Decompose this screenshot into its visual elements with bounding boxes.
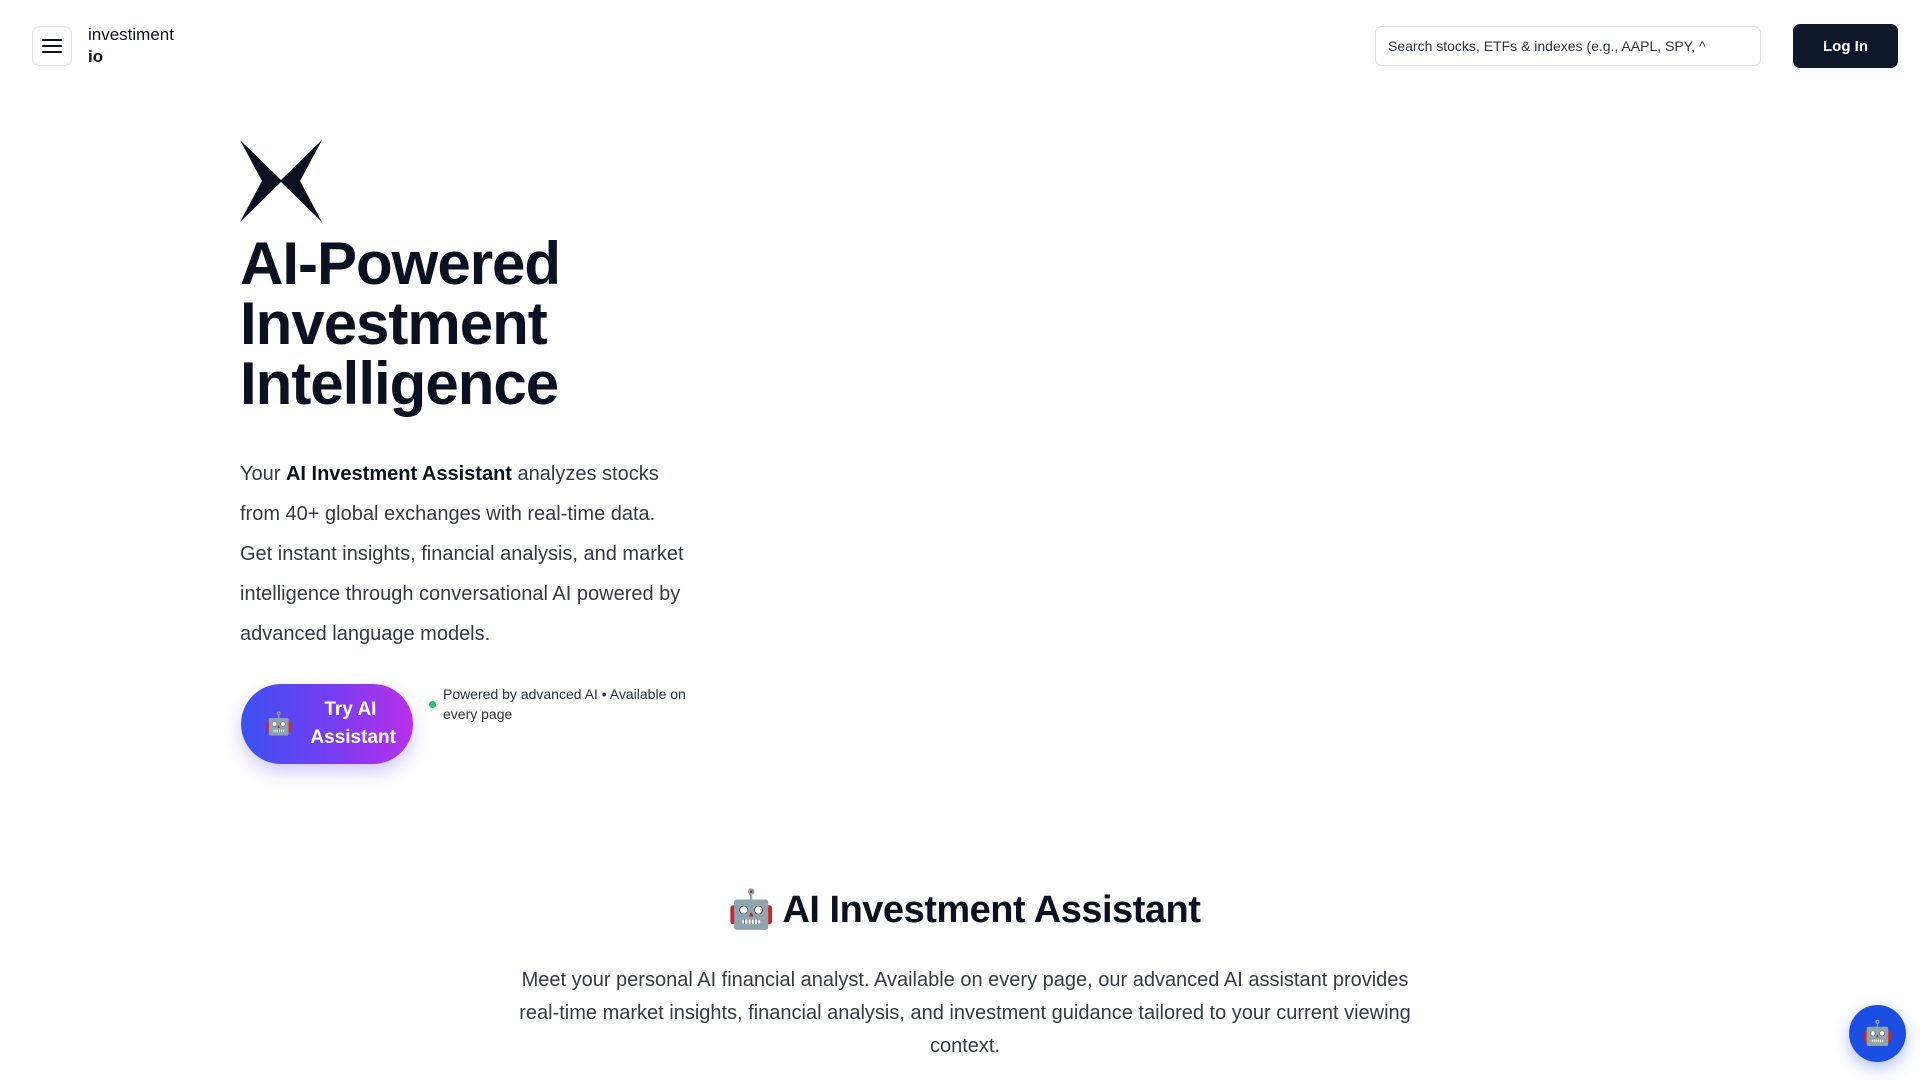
search-input[interactable] xyxy=(1375,26,1761,66)
hero-description xyxy=(240,454,690,654)
hero-title-line: AI-Powered xyxy=(240,230,561,297)
brand-logo[interactable] xyxy=(88,24,174,68)
section-title-text: AI Investment Assistant xyxy=(782,889,1201,931)
try-ai-assistant-label: Try AI Assistant xyxy=(310,699,396,748)
status-indicator-dot xyxy=(429,701,436,708)
brand-name-line1: investiment xyxy=(88,25,174,44)
ai-assistant-fab-button[interactable] xyxy=(1849,1005,1906,1062)
hero-desc-body: analyzes stocks from 40+ global exchanges with real-time data. Get instant insights, financial analysis, and market intelligence through conversational AI powered by advanced language models. xyxy=(240,463,684,645)
section-description: Meet your personal AI financial analyst. Available on every page, our advanced AI assistant provides real-time market insights, financial analysis, and investment guidance tailored to your current viewing context. xyxy=(519,969,1411,1057)
menu-button[interactable] xyxy=(32,26,72,66)
robot-icon: 🤖 xyxy=(727,889,775,931)
hero-desc-highlight: AI Investment Assistant xyxy=(285,463,512,485)
try-ai-assistant-button[interactable] xyxy=(241,684,413,764)
robot-icon: 🤖 xyxy=(265,711,293,736)
robot-icon: 🤖 xyxy=(1862,1020,1893,1047)
brand-name-line2: io xyxy=(88,47,104,66)
section-title xyxy=(0,888,1920,932)
ai-status-text: Powered by advanced AI • Available on every page xyxy=(443,686,686,722)
four-point-star-logo-icon xyxy=(240,140,322,222)
hero-title xyxy=(240,230,760,417)
hero-desc-prefix: Your xyxy=(240,463,286,485)
hamburger-menu-icon xyxy=(42,38,62,54)
login-button[interactable]: Log In xyxy=(1793,24,1898,68)
hero-title-line: Intelligence xyxy=(240,350,559,417)
hero-title-line: Investment xyxy=(240,290,547,357)
